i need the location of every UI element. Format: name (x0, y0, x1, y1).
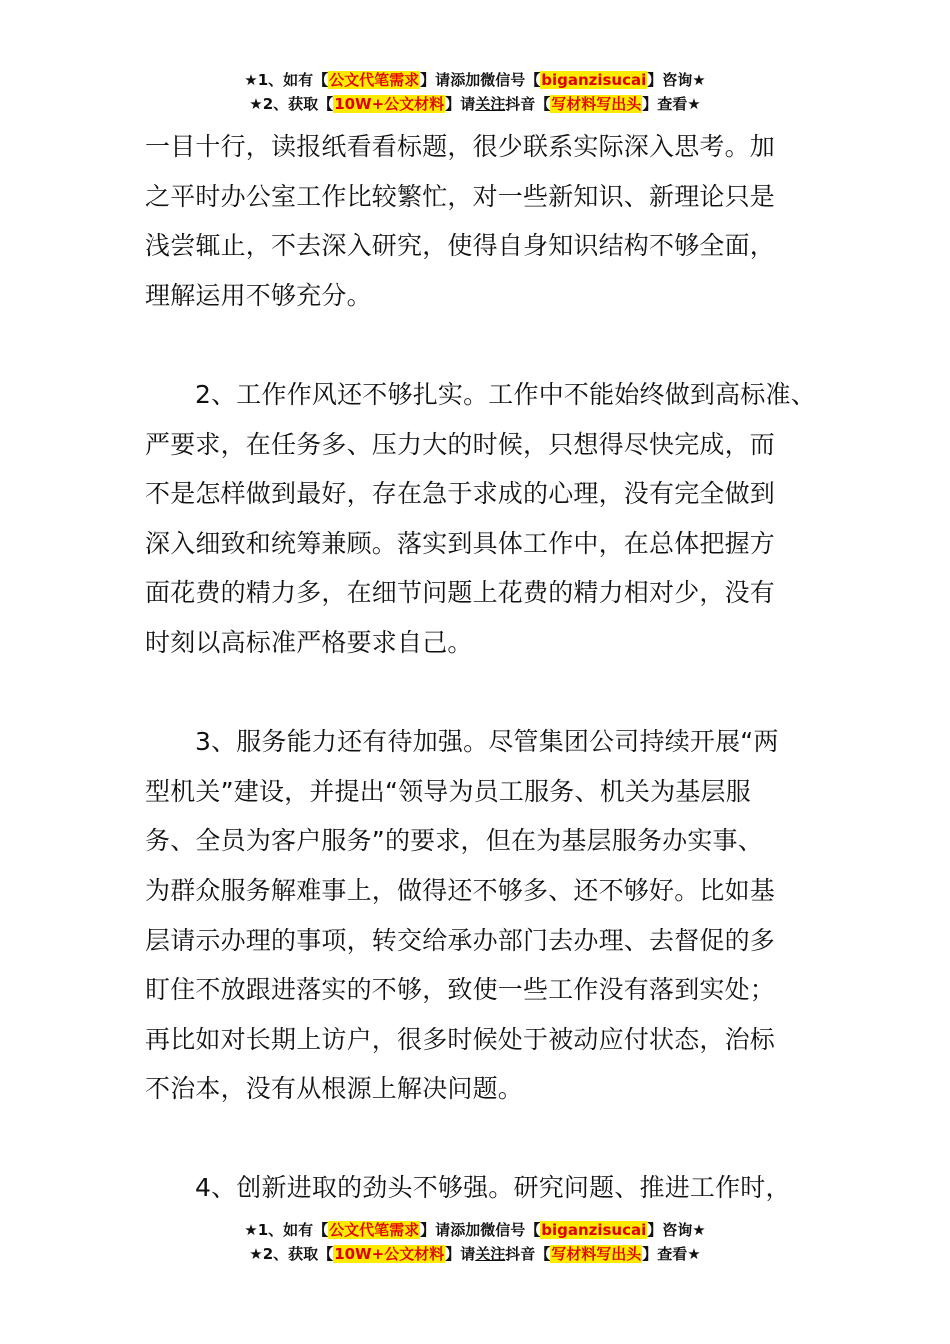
text-line: 理解运用不够充分。 (145, 280, 372, 310)
banner-line-2 (0, 92, 950, 116)
text-line: 为群众服务解难事上，做得还不够多、还不够好。比如基 (145, 875, 776, 905)
banner-line-1 (0, 68, 950, 92)
text-line: 面花费的精力多，在细节问题上花费的精力相对少，没有 (145, 578, 776, 608)
text-line: 务、全员为客户服务”的要求，但在为基层服务办实事、 (145, 826, 763, 856)
text-line: 一目十行，读报纸看看标题，很少联系实际深入思考。加 (145, 132, 776, 161)
banner-text: 微信号【 (480, 71, 541, 89)
text-line: 时刻以高标准严格要求自己。 (145, 627, 473, 657)
banner-text: ★2、获取【 (249, 95, 334, 113)
text-line: 2、工作作风还不够扎实。工作中不能始终做到高标准、 (195, 379, 816, 409)
banner-emphasis: 添加 (450, 71, 481, 89)
banner-text: 】请 (445, 1245, 476, 1263)
banner-text: 】查看★ (642, 95, 701, 113)
text-line: 之平时办公室工作比较繁忙，对一些新知识、新理论只是 (145, 181, 776, 211)
text-line: 严要求，在任务多、压力大的时候，只想得尽快完成，而 (145, 429, 776, 459)
text-line: 浅尝辄止，不去深入研究，使得自身知识结构不够全面， (145, 231, 776, 261)
banner-text: 】请 (420, 1221, 451, 1239)
text-line: 3、服务能力还有待加强。尽管集团公司持续开展“两 (195, 727, 779, 757)
paragraph-gap (145, 668, 815, 718)
text-line: 深入细致和统筹兼顾。落实到具体工作中，在总体把握方 (145, 528, 776, 558)
banner-emphasis: 添加 (450, 1221, 481, 1239)
text-line: 不是怎样做到最好，存在急于求成的心理，没有完全做到 (145, 479, 776, 509)
paragraph-gap (145, 1114, 815, 1164)
banner-highlight: 写材料写出头 (551, 1245, 642, 1263)
banner-text: 】请 (420, 71, 451, 89)
text-line: 层请示办理的事项，转交给承办部门去办理、去督促的多 (145, 925, 776, 955)
paragraph-2 (145, 370, 815, 668)
banner-highlight: biganzisucai (541, 71, 647, 89)
banner-text: ★1、如有【 (244, 71, 329, 89)
banner-text: 】咨询★ (647, 1221, 706, 1239)
paragraph-4 (145, 1163, 815, 1213)
text-line: 4、创新进取的劲头不够强。研究问题、推进工作时， (195, 1173, 791, 1203)
text-line: 型机关”建设，并提出“领导为员工服务、机关为基层服 (145, 776, 751, 806)
banner-highlight: 公文代笔需求 (329, 1221, 420, 1239)
document-body (145, 122, 815, 1213)
banner-highlight: 10W+公文材料 (334, 95, 445, 113)
banner-text: 抖音【 (505, 95, 551, 113)
banner-line-2 (0, 1242, 950, 1266)
banner-highlight: 10W+公文材料 (334, 1245, 445, 1263)
header-banner (0, 68, 950, 116)
banner-highlight: 写材料写出头 (551, 95, 642, 113)
banner-text: 】查看★ (642, 1245, 701, 1263)
banner-emphasis: 关注 (475, 95, 506, 113)
paragraph-1 (145, 122, 815, 320)
banner-text: ★1、如有【 (244, 1221, 329, 1239)
text-line: 再比如对长期上访户，很多时候处于被动应付状态，治标 (145, 1024, 776, 1054)
banner-text: 】咨询★ (647, 71, 706, 89)
banner-highlight: 公文代笔需求 (329, 71, 420, 89)
text-line: 不治本，没有从根源上解决问题。 (145, 1074, 524, 1104)
footer-banner (0, 1218, 950, 1266)
text-line: 盯住不放跟进落实的不够，致使一些工作没有落到实处； (145, 975, 776, 1005)
paragraph-gap (145, 320, 815, 370)
banner-text: ★2、获取【 (249, 1245, 334, 1263)
banner-text: 抖音【 (505, 1245, 551, 1263)
banner-emphasis: 关注 (475, 1245, 506, 1263)
banner-line-1 (0, 1218, 950, 1242)
paragraph-3 (145, 717, 815, 1114)
banner-highlight: biganzisucai (541, 1221, 647, 1239)
banner-text: 微信号【 (480, 1221, 541, 1239)
banner-text: 】请 (445, 95, 476, 113)
